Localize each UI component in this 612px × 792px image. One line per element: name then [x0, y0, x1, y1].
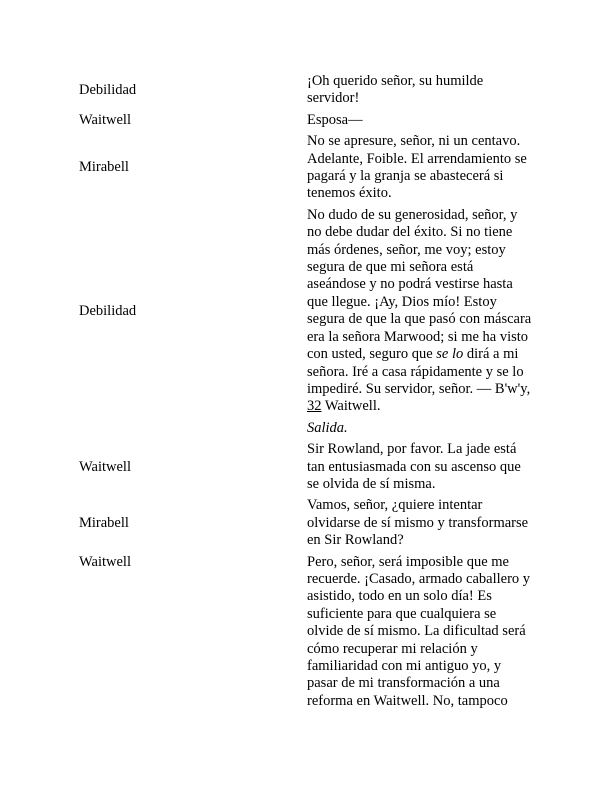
speaker-name: Debilidad: [79, 81, 137, 98]
dialogue-row: [76, 552, 533, 713]
dialogue-line: ¡Oh querido señor, su humilde servidor!: [307, 73, 484, 107]
footnote-link[interactable]: 32: [307, 398, 322, 415]
italic-text: se lo: [436, 346, 464, 363]
stage-direction: Salida.: [307, 419, 348, 436]
dialogue-text: No dudo de su generosidad, señor, y no debe dudar del éxito. Si no tiene más órdenes, señor, me voy; estoy segura de que mi señora está aseándose y no podrá vestirse hasta que llegue. ¡Ay, Dios mío! Estoy segura de que la que pasó con máscara era la señora Marwood; si me ha visto con usted, seguro que: [307, 206, 532, 363]
dialogue-row: [76, 495, 533, 551]
dialogue-row: [76, 131, 533, 205]
dialogue-row: [76, 205, 533, 418]
speaker-name: [76, 418, 307, 439]
speaker-name: Debilidad: [79, 302, 137, 319]
dialogue-row: [76, 439, 533, 495]
speaker-name: Waitwell: [79, 458, 131, 475]
dialogue-text: dirá a mi señora. Iré a casa rápidamente y se lo impediré. Su servidor, señor. — B'w'y,: [307, 346, 531, 397]
dialogue-line: Vamos, señor, ¿quiere intentar olvidarse de sí mismo y transformarse en Sir Rowland?: [307, 497, 529, 549]
dialogue-line: [307, 205, 533, 418]
dialogue-table: [76, 71, 533, 712]
dialogue-row: [76, 71, 533, 110]
dialogue-row: [76, 418, 533, 439]
speaker-name: Waitwell: [79, 553, 131, 570]
dialogue-line: Esposa—: [307, 111, 363, 128]
speaker-name: Waitwell: [79, 111, 131, 128]
speaker-name: Mirabell: [79, 159, 129, 176]
dialogue-line: Sir Rowland, por favor. La jade está tan entusiasmada con su ascenso que se olvida de sí misma.: [307, 441, 521, 492]
dialogue-line: No se apresure, señor, ni un centavo. Adelante, Foible. El arrendamiento se pagará y la granja se abastecerá si tenemos éxito.: [307, 133, 527, 202]
dialogue-line: Pero, señor, será imposible que me recuerde. ¡Casado, armado caballero y asistido, todo en un solo día! Es suficiente para que cualquiera se olvide de sí mismo. La dificultad será cómo recuperar mi relación y familiaridad con mi antiguo yo, y pasar de mi transformación a una reforma en Waitwell. No, tampoco: [307, 553, 531, 709]
speaker-name: Mirabell: [79, 514, 129, 531]
dialogue-text: Waitwell.: [321, 398, 381, 415]
dialogue-row: [76, 110, 533, 131]
